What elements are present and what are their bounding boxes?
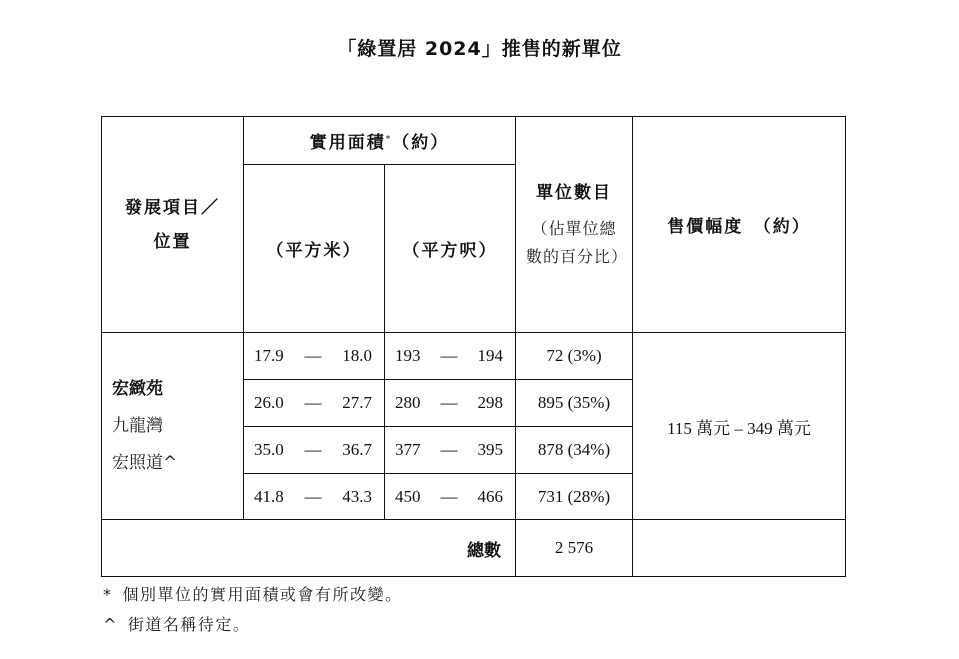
header-units: 單位數目 （佔單位總數的百分比） — [516, 117, 633, 333]
header-sqm: （平方米） — [244, 165, 385, 333]
footnote-area: * 個別單位的實用面積或會有所改變。 — [103, 585, 403, 604]
unit-count: 72 (3%) — [516, 333, 633, 380]
total-label: 總數 — [102, 520, 516, 577]
price-range: 115 萬元 – 349 萬元 — [633, 333, 846, 520]
total-units: 2 576 — [516, 520, 633, 577]
sqft-range: 377 — 395 — [385, 427, 516, 474]
page-title: 「綠置居 2024」推售的新單位 — [337, 38, 622, 60]
footnote-street: ^ 街道名稱待定。 — [103, 615, 251, 634]
sqm-range: 41.8 — 43.3 — [244, 474, 385, 520]
sqm-range: 35.0 — 36.7 — [244, 427, 385, 474]
project-cell — [102, 333, 244, 520]
header-sqft: （平方呎） — [385, 165, 516, 333]
project-street: 宏照道^ — [112, 452, 178, 473]
sqm-range: 17.9 — 18.0 — [244, 333, 385, 380]
unit-count: 878 (34%) — [516, 427, 633, 474]
header-saleable-area: 實用面積*（約） — [244, 117, 516, 165]
header-price: 售價幅度 （約） — [633, 117, 846, 333]
sqm-range: 26.0 — 27.7 — [244, 380, 385, 427]
unit-count: 731 (28%) — [516, 474, 633, 520]
unit-count: 895 (35%) — [516, 380, 633, 427]
sqft-range: 280 — 298 — [385, 380, 516, 427]
project-name: 宏緻苑 — [112, 378, 163, 399]
sqft-range: 193 — 194 — [385, 333, 516, 380]
sqft-range: 450 — 466 — [385, 474, 516, 520]
header-project: 發展項目／位置 — [102, 117, 244, 333]
total-empty-cell — [633, 520, 846, 577]
units-table — [101, 116, 846, 577]
project-district: 九龍灣 — [112, 415, 163, 436]
